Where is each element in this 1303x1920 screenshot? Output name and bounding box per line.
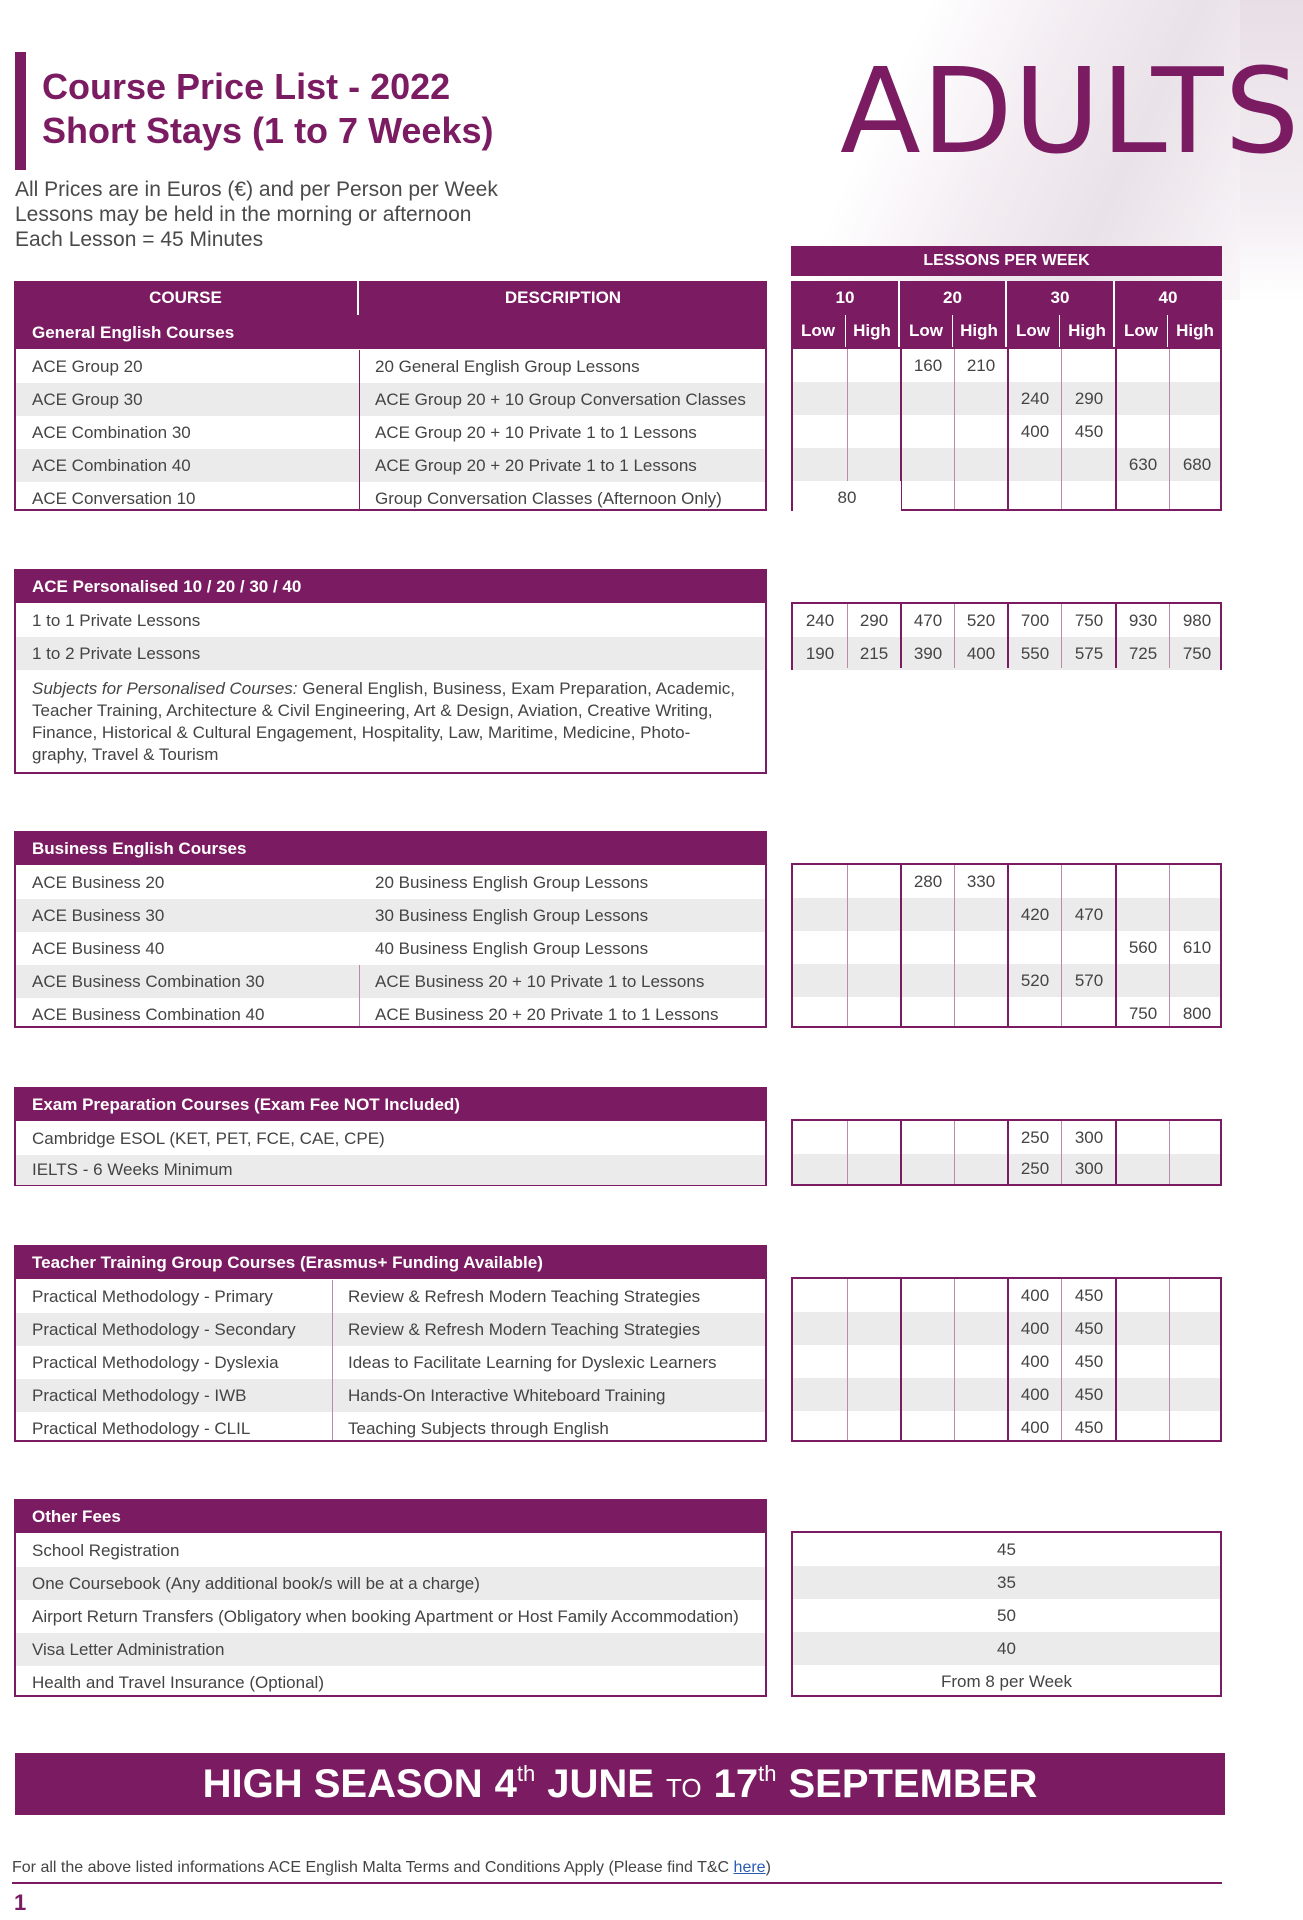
fee-value: 50 <box>997 1605 1016 1625</box>
section-title: Teacher Training Group Courses (Erasmus+ Funding Available) <box>16 1247 765 1279</box>
table-row <box>16 482 765 515</box>
table-row <box>16 1633 765 1666</box>
price-cell: 400 <box>966 643 996 663</box>
price-cell <box>793 415 847 448</box>
audience-badge: ADULTS <box>840 42 1301 180</box>
price-cell: 630 <box>1128 454 1158 474</box>
price-cell <box>1116 349 1170 382</box>
season-start-month: JUNE <box>547 1761 654 1806</box>
course-name: ACE Business 20 <box>32 872 165 892</box>
price-row <box>793 1533 1220 1566</box>
season-label: HIGH SEASON <box>202 1761 483 1806</box>
table-row <box>16 1346 765 1379</box>
price-cell <box>901 997 955 1030</box>
fee-item: School Registration <box>32 1540 180 1560</box>
price-cell <box>954 1411 1008 1444</box>
course-name: ACE Conversation 10 <box>32 488 196 508</box>
course-name: Practical Methodology - Secondary <box>32 1319 296 1339</box>
price-cell: 450 <box>1074 1417 1104 1437</box>
price-cell: 610 <box>1182 937 1212 957</box>
price-cell: 450 <box>1074 421 1104 441</box>
table-row <box>16 637 765 670</box>
price-cell <box>1116 898 1170 931</box>
low-label: Low <box>1124 321 1158 340</box>
lesson-group-10: 10 <box>835 288 855 307</box>
price-cell <box>901 1121 955 1154</box>
price-cell: 400 <box>1020 1285 1050 1305</box>
low-label: Low <box>1016 321 1050 340</box>
table-row <box>16 899 765 932</box>
price-cell <box>793 1312 847 1345</box>
price-cell: 400 <box>1020 421 1050 441</box>
price-cell <box>847 382 901 415</box>
course-name: ACE Group 30 <box>32 389 143 409</box>
price-cell: 215 <box>859 643 889 663</box>
exam-preparation-prices <box>791 1119 1222 1186</box>
price-cell <box>793 865 847 898</box>
table-row <box>16 866 765 899</box>
table-row <box>16 1412 765 1445</box>
table-row <box>16 1379 765 1412</box>
price-cell: 210 <box>966 355 996 375</box>
price-cell <box>847 448 901 481</box>
course-name: Cambridge ESOL (KET, PET, FCE, CAE, CPE) <box>32 1128 385 1148</box>
business-english-prices <box>791 863 1222 1028</box>
price-cell <box>793 1121 847 1154</box>
terms-close: ) <box>765 1859 771 1876</box>
season-end-suffix: th <box>758 1761 777 1786</box>
price-cell: 560 <box>1128 937 1158 957</box>
footer-divider <box>12 1882 1222 1884</box>
course-name: ACE Business Combination 30 <box>32 971 265 991</box>
season-end-day: 17 <box>713 1761 759 1806</box>
page-subtitle: Short Stays (1 to 7 Weeks) <box>42 110 494 151</box>
table-row <box>16 998 765 1031</box>
course-name: ACE Business Combination 40 <box>32 1004 265 1024</box>
season-start-suffix: th <box>516 1761 536 1786</box>
terms-text: For all the above listed informations ACE English Malta Terms and Conditions Apply (Please find T&C <box>12 1859 734 1876</box>
price-cell: 680 <box>1182 454 1212 474</box>
price-cell: 390 <box>913 643 943 663</box>
price-cell: 250 <box>1020 1127 1050 1147</box>
subjects-text: General English, Business, Exam Preparation, Academic, <box>297 679 736 698</box>
other-fees-table <box>14 1499 767 1697</box>
exam-preparation-table <box>14 1087 767 1186</box>
subjects-label: Subjects for Personalised Courses: <box>32 679 298 698</box>
teacher-training-prices <box>791 1277 1222 1442</box>
price-cell: 700 <box>1020 610 1050 630</box>
price-cell: 470 <box>1074 904 1104 924</box>
price-cell <box>954 1345 1008 1378</box>
personalised-table <box>14 569 767 774</box>
price-cell: 400 <box>1020 1318 1050 1338</box>
price-cell: 570 <box>1074 970 1104 990</box>
price-cell <box>1116 1345 1170 1378</box>
price-cell <box>1116 1279 1170 1312</box>
price-cell <box>954 415 1008 448</box>
price-cell <box>793 382 847 415</box>
price-cell <box>1170 1378 1224 1411</box>
teacher-training-table <box>14 1245 767 1442</box>
price-cell <box>901 931 955 964</box>
price-cell <box>847 1411 901 1444</box>
price-cell <box>1170 1121 1224 1154</box>
fee-value: 35 <box>997 1572 1016 1592</box>
terms-link[interactable]: here <box>733 1859 766 1876</box>
table-row <box>16 383 765 416</box>
price-cell <box>1062 997 1116 1030</box>
price-cell <box>901 1154 955 1184</box>
price-cell <box>793 1411 847 1444</box>
price-cell <box>1170 415 1224 448</box>
course-name: ACE Combination 40 <box>32 455 191 475</box>
price-cell <box>901 964 955 997</box>
course-column-header: COURSE <box>14 281 357 315</box>
price-cell: 190 <box>805 643 835 663</box>
subjects-text: Finance, Historical & Cultural Engagement, Hospitality, Law, Maritime, Medicine, Photo- <box>32 723 691 742</box>
section-title: General English Courses <box>16 317 765 349</box>
price-cell <box>1116 415 1170 448</box>
price-cell <box>901 1411 955 1444</box>
price-cell <box>793 964 847 997</box>
table-row <box>16 1313 765 1346</box>
price-cell <box>901 1345 955 1378</box>
table-row <box>16 350 765 383</box>
price-cell <box>1008 865 1062 898</box>
course-name: Practical Methodology - Primary <box>32 1286 273 1306</box>
subjects-text: Teacher Training, Architecture & Civil Engineering, Art & Design, Aviation, Creative Writing, <box>32 701 713 720</box>
fee-value: 45 <box>997 1539 1016 1559</box>
price-cell <box>1170 964 1224 997</box>
price-cell <box>793 997 847 1030</box>
price-cell <box>1116 1411 1170 1444</box>
price-cell <box>954 997 1008 1030</box>
section-title: Exam Preparation Courses (Exam Fee NOT Included) <box>16 1089 765 1121</box>
price-cell <box>793 1345 847 1378</box>
price-cell <box>901 448 955 481</box>
price-cell <box>1116 1121 1170 1154</box>
lesson-group-40: 40 <box>1158 288 1178 307</box>
high-label: High <box>853 321 891 340</box>
fee-item: Visa Letter Administration <box>32 1639 225 1659</box>
page-title: Course Price List - 2022 <box>42 66 451 107</box>
course-description: ACE Group 20 + 10 Private 1 to 1 Lessons <box>375 422 697 442</box>
price-cell: 450 <box>1074 1384 1104 1404</box>
course-name: Practical Methodology - IWB <box>32 1385 247 1405</box>
price-cell <box>1008 448 1062 481</box>
price-cell <box>847 931 901 964</box>
fee-item: Airport Return Transfers (Obligatory when booking Apartment or Host Family Accommodation) <box>32 1606 739 1626</box>
price-cell <box>901 1312 955 1345</box>
table-row <box>16 965 765 998</box>
price-cell: 290 <box>859 610 889 630</box>
price-cell <box>847 1121 901 1154</box>
price-cell <box>1170 1279 1224 1312</box>
price-cell <box>793 1279 847 1312</box>
price-cell <box>847 1345 901 1378</box>
course-description: ACE Business 20 + 20 Private 1 to 1 Lessons <box>375 1004 719 1024</box>
price-cell <box>954 382 1008 415</box>
price-cell <box>1170 865 1224 898</box>
lessons-per-week-header: LESSONS PER WEEK <box>791 246 1222 276</box>
price-cell: 450 <box>1074 1285 1104 1305</box>
price-cell <box>793 349 847 382</box>
price-cell <box>1170 382 1224 415</box>
business-english-table <box>14 831 767 1028</box>
price-cell <box>901 898 955 931</box>
price-cell <box>793 931 847 964</box>
fee-item: Health and Travel Insurance (Optional) <box>32 1672 324 1692</box>
price-cell: 450 <box>1074 1318 1104 1338</box>
price-cell <box>847 964 901 997</box>
price-cell <box>1116 1312 1170 1345</box>
course-name: IELTS - 6 Weeks Minimum <box>32 1160 233 1179</box>
price-cell <box>847 1279 901 1312</box>
low-label: Low <box>801 321 835 340</box>
price-cell <box>954 1378 1008 1411</box>
fee-value: From 8 per Week <box>940 1671 1072 1691</box>
intro-line: Lessons may be held in the morning or afternoon <box>15 203 472 226</box>
fee-item: One Coursebook (Any additional book/s will be at a charge) <box>32 1573 480 1593</box>
high-label: High <box>1068 321 1106 340</box>
course-description: 20 General English Group Lessons <box>375 356 640 376</box>
course-description: 20 Business English Group Lessons <box>375 872 649 892</box>
price-cell <box>1008 997 1062 1030</box>
price-cell <box>954 964 1008 997</box>
course-name: 1 to 2 Private Lessons <box>32 643 201 663</box>
price-cell: 750 <box>1182 643 1212 663</box>
course-description: Ideas to Facilitate Learning for Dyslexic Learners <box>348 1352 717 1372</box>
price-cell: 240 <box>1020 388 1050 408</box>
table-row <box>16 1600 765 1633</box>
price-cell: 240 <box>805 610 835 630</box>
intro-line: Each Lesson = 45 Minutes <box>15 228 264 251</box>
price-cell <box>901 382 955 415</box>
price-cell <box>793 1154 847 1184</box>
price-cell <box>793 1378 847 1411</box>
price-cell <box>1170 1312 1224 1345</box>
price-cell <box>901 1378 955 1411</box>
price-cell <box>847 1154 901 1184</box>
price-cell <box>1008 349 1062 382</box>
price-cell <box>1116 382 1170 415</box>
table-row <box>16 449 765 482</box>
price-cell <box>1116 865 1170 898</box>
subjects-text: graphy, Travel & Tourism <box>32 745 219 764</box>
course-description: ACE Group 20 + 20 Private 1 to 1 Lessons <box>375 455 697 475</box>
course-name: Practical Methodology - CLIL <box>32 1418 251 1438</box>
intro-line: All Prices are in Euros (€) and per Person per Week <box>15 178 498 201</box>
price-cell <box>1062 349 1116 382</box>
price-cell <box>954 1312 1008 1345</box>
price-cell: 800 <box>1182 1003 1212 1023</box>
price-cell <box>901 1279 955 1312</box>
price-cell <box>1008 931 1062 964</box>
price-cell <box>954 931 1008 964</box>
price-cell: 450 <box>1074 1351 1104 1371</box>
course-name: Practical Methodology - Dyslexia <box>32 1352 279 1372</box>
course-description: Teaching Subjects through English <box>348 1418 609 1438</box>
price-cell <box>793 448 847 481</box>
price-cell: 520 <box>966 610 996 630</box>
price-cell <box>847 1378 901 1411</box>
price-cell: 930 <box>1128 610 1158 630</box>
section-title: Business English Courses <box>16 833 765 865</box>
season-to: TO <box>665 1772 702 1803</box>
price-cell: 420 <box>1020 904 1050 924</box>
price-cell: 290 <box>1074 388 1104 408</box>
course-description: Group Conversation Classes (Afternoon Only) <box>375 488 722 508</box>
general-english-prices <box>791 347 1222 511</box>
course-name: ACE Business 40 <box>32 938 165 958</box>
price-cell <box>1170 349 1224 382</box>
course-name: ACE Group 20 <box>32 356 143 376</box>
title-accent-bar <box>15 52 26 170</box>
price-cell <box>954 1279 1008 1312</box>
price-row <box>793 1665 1220 1698</box>
table-row <box>16 932 765 965</box>
table-row <box>16 1534 765 1567</box>
fee-value: 40 <box>997 1638 1016 1658</box>
course-description: Review & Refresh Modern Teaching Strategies <box>348 1319 701 1339</box>
description-column-header: DESCRIPTION <box>359 281 767 315</box>
price-cell-merged: 80 <box>793 481 901 514</box>
price-cell <box>847 865 901 898</box>
low-label: Low <box>909 321 943 340</box>
price-cell: 575 <box>1074 643 1104 663</box>
course-name: ACE Business 30 <box>32 905 165 925</box>
price-cell <box>1116 1378 1170 1411</box>
price-row <box>793 1566 1220 1599</box>
season-end-month: SEPTEMBER <box>788 1761 1038 1806</box>
course-description: Review & Refresh Modern Teaching Strategies <box>348 1286 701 1306</box>
table-row <box>16 416 765 449</box>
course-description: Hands-On Interactive Whiteboard Training <box>348 1385 666 1405</box>
price-cell <box>847 997 901 1030</box>
high-season-banner <box>15 1753 1225 1815</box>
course-description: ACE Group 20 + 10 Group Conversation Classes <box>375 389 746 409</box>
table-row <box>16 1280 765 1313</box>
high-label: High <box>960 321 998 340</box>
table-row <box>16 1666 765 1699</box>
price-cell: 520 <box>1020 970 1050 990</box>
low-high-header <box>791 315 1222 347</box>
table-row <box>16 1567 765 1600</box>
course-description: 30 Business English Group Lessons <box>375 905 649 925</box>
table-row <box>16 1122 765 1155</box>
course-name: ACE Combination 30 <box>32 422 191 442</box>
personalised-prices <box>791 602 1222 670</box>
general-english-table <box>14 315 767 511</box>
price-cell: 300 <box>1074 1127 1104 1147</box>
price-cell <box>847 415 901 448</box>
price-cell: 750 <box>1128 1003 1158 1023</box>
price-cell: 725 <box>1128 643 1158 663</box>
other-fees-prices <box>791 1531 1222 1697</box>
table-row <box>16 1155 765 1185</box>
price-cell: 280 <box>913 871 943 891</box>
price-cell: 160 <box>913 355 943 375</box>
section-title: Other Fees <box>16 1501 765 1533</box>
price-cell <box>847 898 901 931</box>
price-row <box>793 1632 1220 1665</box>
price-cell <box>954 1154 1008 1184</box>
section-title: ACE Personalised 10 / 20 / 30 / 40 <box>16 571 765 603</box>
price-cell: 330 <box>966 871 996 891</box>
price-cell: 980 <box>1182 610 1212 630</box>
price-cell <box>1170 1154 1224 1184</box>
price-cell <box>1116 1154 1170 1184</box>
price-cell <box>1170 1345 1224 1378</box>
price-cell <box>1062 931 1116 964</box>
high-label: High <box>1176 321 1214 340</box>
price-cell <box>901 415 955 448</box>
price-cell <box>1170 898 1224 931</box>
price-cell <box>793 898 847 931</box>
season-start-day: 4 <box>494 1761 517 1806</box>
page-number: 1 <box>14 1890 27 1915</box>
price-cell: 400 <box>1020 1417 1050 1437</box>
price-cell <box>1062 865 1116 898</box>
price-cell <box>954 448 1008 481</box>
price-cell <box>847 1312 901 1345</box>
table-row <box>16 604 765 637</box>
price-cell <box>847 349 901 382</box>
price-row <box>793 1599 1220 1632</box>
price-cell: 550 <box>1020 643 1050 663</box>
price-cell <box>1062 448 1116 481</box>
price-cell: 250 <box>1020 1159 1050 1178</box>
lesson-group-20: 20 <box>943 288 962 307</box>
lesson-group-30: 30 <box>1050 288 1070 307</box>
course-name: 1 to 1 Private Lessons <box>32 610 201 630</box>
course-description: ACE Business 20 + 10 Private 1 to Lessons <box>375 971 705 991</box>
price-cell: 470 <box>913 610 943 630</box>
course-description: 40 Business English Group Lessons <box>375 938 649 958</box>
terms-note <box>12 1859 771 1877</box>
lesson-groups-header <box>791 281 1222 315</box>
price-cell: 400 <box>1020 1384 1050 1404</box>
price-cell <box>1116 964 1170 997</box>
price-cell: 400 <box>1020 1351 1050 1371</box>
subjects-list <box>32 678 735 766</box>
price-cell <box>954 898 1008 931</box>
price-cell: 750 <box>1074 610 1104 630</box>
price-cell <box>1170 1411 1224 1444</box>
price-cell <box>954 1121 1008 1154</box>
price-cell: 300 <box>1074 1159 1104 1178</box>
